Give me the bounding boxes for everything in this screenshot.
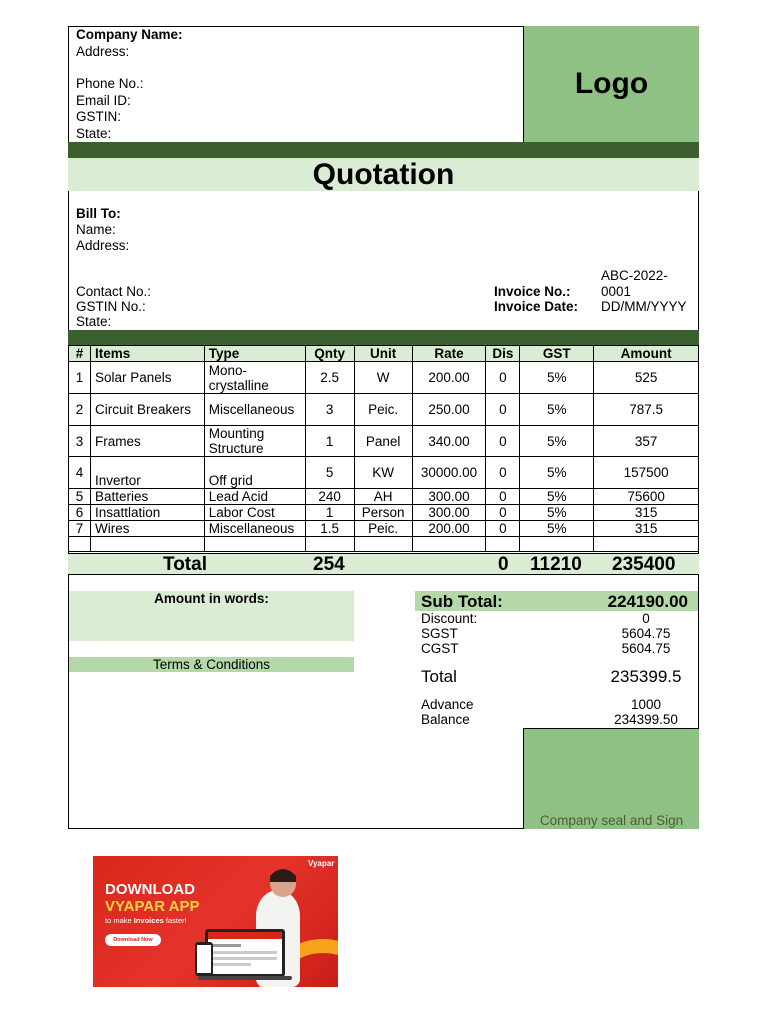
cell-unit: W [354,362,412,394]
subtotal-bar [415,591,698,611]
cell-number: 1 [69,362,91,394]
balance-value: 234399.50 [614,712,678,727]
invoice-date-label: Invoice Date: [494,299,579,314]
table-row [69,489,699,505]
cgst-label: CGST [421,641,459,656]
ad-download-button[interactable]: Download Now [105,934,161,946]
cell-qty: 1.5 [305,521,354,537]
bill-to-contact-label: Contact No.: [76,284,152,299]
cell-type: Miscellaneous [204,394,305,426]
cell-dis: 0 [486,505,520,521]
cell-gst: 5% [520,521,594,537]
discount-label: Discount: [421,611,478,626]
cell-gst: 5% [520,394,594,426]
col-header-amount: Amount [594,346,699,362]
cell-item: Invertor [90,457,204,489]
col-header-gst: GST [520,346,594,362]
table-row [69,457,699,489]
cell-qty: 240 [305,489,354,505]
col-header-unit: Unit [354,346,412,362]
summary-total-value: 235399.5 [610,667,682,686]
cell-dis: 0 [486,362,520,394]
cell-qty: 1 [305,505,354,521]
table-header-row [69,346,699,362]
cell-item: Circuit Breakers [90,394,204,426]
ad-line2: VYAPAR APP [105,898,200,915]
cell-type: Labor Cost [204,505,305,521]
page-title: Quotation [312,157,455,191]
amount-in-words-box [69,591,354,641]
table-row [69,394,699,426]
totals-dis: 0 [498,554,509,575]
logo-text: Logo [574,67,649,100]
items-table [68,345,699,552]
bill-to-heading: Bill To: [76,206,121,221]
amount-in-words-label: Amount in words: [154,591,269,606]
col-header-items: Items [90,346,204,362]
cell-item: Insattlation [90,505,204,521]
table-row [69,362,699,394]
cell-item: Wires [90,521,204,537]
ad-tagline [105,916,187,925]
ad-tagline-suffix: faster! [163,916,187,925]
cell-rate: 300.00 [412,505,486,521]
col-header-number: # [69,346,91,362]
table-row [69,521,699,537]
company-seal-box [523,728,699,829]
table-row [69,505,699,521]
cell-rate: 200.00 [412,521,486,537]
cell-amount: 315 [594,505,699,521]
cell-amount: 315 [594,521,699,537]
company-name-label: Company Name: [76,27,183,42]
company-state-label: State: [76,126,112,141]
cell-dis: 0 [486,521,520,537]
col-header-dis: Dis [486,346,520,362]
advance-value: 1000 [630,697,662,712]
header-divider-band [68,142,699,158]
subtotal-label: Sub Total: [421,592,503,611]
company-seal-label: Company seal and Sign [539,813,684,828]
col-header-rate: Rate [412,346,486,362]
totals-label: Total [163,554,207,575]
cell-gst: 5% [520,505,594,521]
cell-gst: 5% [520,457,594,489]
table-row [69,426,699,457]
company-email-label: Email ID: [76,93,131,108]
col-header-type: Type [204,346,305,362]
cell-unit: KW [354,457,412,489]
cell-rate: 300.00 [412,489,486,505]
bill-to-gstin-label: GSTIN No.: [76,299,146,314]
bill-to-state-label: State: [76,314,112,329]
title-bar [68,158,699,191]
cell-dis: 0 [486,394,520,426]
table-row-empty [69,537,699,552]
discount-value: 0 [642,611,650,626]
cell-gst: 5% [520,362,594,394]
cell-number: 2 [69,394,91,426]
cell-rate: 250.00 [412,394,486,426]
cell-type: Mono-crystalline [204,362,305,394]
balance-label: Balance [421,712,470,727]
cell-qty: 2.5 [305,362,354,394]
bill-to-name-label: Name: [76,222,116,237]
cell-qty: 1 [305,426,354,457]
cell-dis: 0 [486,426,520,457]
cell-number: 3 [69,426,91,457]
cell-amount: 157500 [594,457,699,489]
cell-number: 7 [69,521,91,537]
ad-line1: DOWNLOAD [105,881,195,898]
ad-tagline-prefix: to make [105,916,134,925]
invoice-date-value: DD/MM/YYYY [601,299,687,314]
cell-qty: 3 [305,394,354,426]
table-divider-band [68,330,699,345]
invoice-number-label: Invoice No.: [494,284,571,299]
terms-conditions-label: Terms & Conditions [69,657,354,672]
invoice-number-value-line1: ABC-2022- [601,268,668,283]
cell-gst: 5% [520,426,594,457]
cell-type: Mounting Structure [204,426,305,457]
vyapar-app-ad-banner[interactable] [93,856,338,987]
cell-qty: 5 [305,457,354,489]
cell-amount: 525 [594,362,699,394]
summary-total-label: Total [421,667,457,686]
company-address-label: Address: [76,44,130,59]
cell-amount: 75600 [594,489,699,505]
cell-amount: 357 [594,426,699,457]
cell-rate: 30000.00 [412,457,486,489]
cell-number: 5 [69,489,91,505]
totals-qty: 254 [313,554,345,575]
cell-unit: Peic. [354,521,412,537]
logo-placeholder [523,26,699,142]
company-gstin-label: GSTIN: [76,109,122,124]
advance-label: Advance [421,697,474,712]
cgst-value: 5604.75 [621,641,671,656]
cell-type: Off grid [204,457,305,489]
cell-type: Miscellaneous [204,521,305,537]
subtotal-value: 224190.00 [607,592,688,611]
cell-dis: 0 [486,489,520,505]
company-phone-label: Phone No.: [76,76,144,91]
cell-unit: Panel [354,426,412,457]
cell-gst: 5% [520,489,594,505]
cell-dis: 0 [486,457,520,489]
cell-number: 4 [69,457,91,489]
sgst-value: 5604.75 [621,626,671,641]
cell-unit: AH [354,489,412,505]
cell-rate: 200.00 [412,362,486,394]
cell-rate: 340.00 [412,426,486,457]
ad-brand: Vyapar [308,859,335,868]
col-header-qnty: Qnty [305,346,354,362]
totals-amount: 235400 [612,554,676,575]
sgst-label: SGST [421,626,458,641]
cell-item: Batteries [90,489,204,505]
totals-gst: 11210 [530,554,582,575]
cell-number: 6 [69,505,91,521]
invoice-number-value-line2: 0001 [601,284,632,299]
ad-tagline-bold: Invoices [133,916,164,925]
totals-row [68,553,699,575]
cell-unit: Person [354,505,412,521]
cell-unit: Peic. [354,394,412,426]
cell-item: Solar Panels [90,362,204,394]
cell-amount: 787.5 [594,394,699,426]
cell-item: Frames [90,426,204,457]
cell-type: Lead Acid [204,489,305,505]
bill-to-address-label: Address: [76,238,130,253]
